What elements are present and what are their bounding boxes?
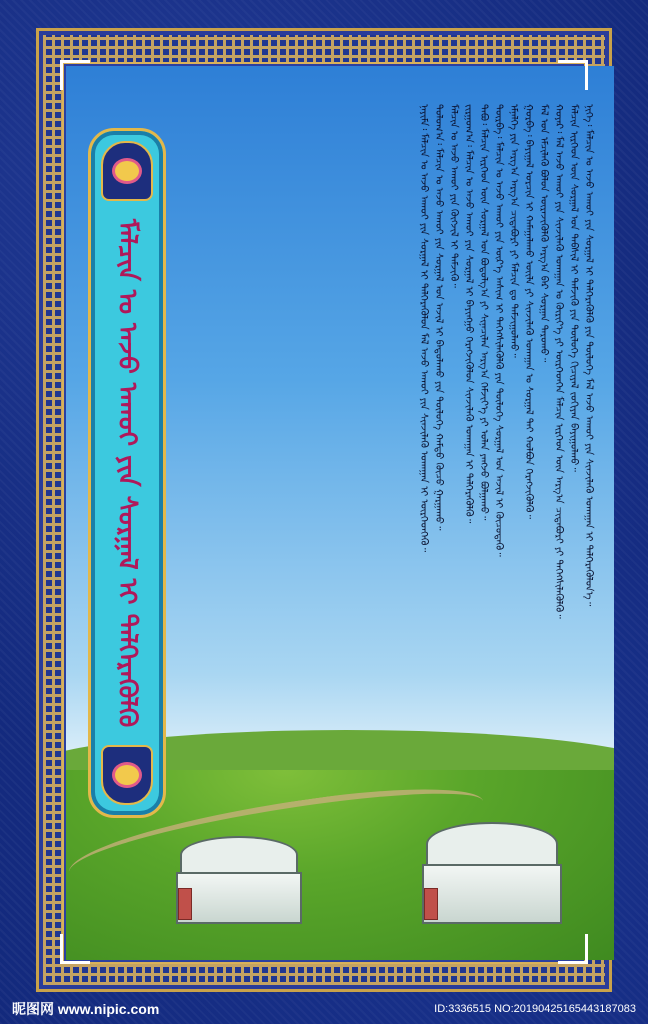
text-column: ᠨᠠᠶᠢᠮᠠ᠄ ᠮᠠᠯᠴᠢᠨ ᠤ ᠠᠵᠤ ᠠᠬᠤᠢ ᠶᠢᠨ ᠰᠤᠷᠭᠠᠯ ᠢ ᠳᠡᠯᠭᠡᠷᠡᠭᠦᠯᠦᠨ ᠮᠠᠯ ᠠᠵᠤ ᠠᠬᠤᠢ ᠶᠢᠨ ᠰᠢᠨᠵᠢᠯᠡᠬᠦ ᠤᠬᠠᠭᠠᠨ ᠢ ᠦᠷᠭᠡᠳᠬᠡᠬᠦ᠃ (418, 104, 429, 553)
text-column: ᠨᠢᠭᠡ᠄ ᠮᠠᠯᠴᠢᠨ ᠤ ᠠᠵᠤ ᠠᠬᠤᠢ ᠶᠢᠨ ᠰᠤᠷᠭᠠᠯ ᠢ ᠳᠡᠯᠭᠡᠷᠡᠭᠦᠯᠬᠦ ᠶᠢᠨ ᠲᠦᠯᠦᠭᠡ ᠮᠠᠯ ᠠᠵᠤ ᠠᠬᠤᠢ ᠶᠢᠨ ᠰᠢᠨᠵᠢᠯᠡᠬᠦ ᠤᠬᠠᠭᠠᠨ ᠢ ᠳᠡᠯᠭᠡᠷᠡᠭᠦᠯᠦᠨ᠎ᠡ᠃ (583, 104, 594, 607)
text-column: ᠮᠠᠯᠴᠢᠨ ᠢᠷᠭᠡᠳ ᠦᠨ ᠰᠤᠷᠭᠠᠯ ᠤᠨ ᠳᠡᠪᠰᠢᠯ ᠢ ᠳᠡᠮᠵᠢᠬᠦ ᠶᠢᠨ ᠲᠦᠯᠦᠭᠡ ᠬᠢᠴᠢᠶᠡᠯ ᠵᠤᠬᠢᠶᠠᠨ ᠪᠠᠶᠢᠭᠤᠯᠬᠤ᠃ (568, 104, 579, 472)
text-column: ᠮᠠᠯᠴᠢᠨ ᠤ ᠠᠵᠤ ᠠᠬᠤᠢ ᠶᠢᠨ ᠬᠦᠭᠵᠢᠯ ᠢ ᠳᠡᠮᠵᠢᠬᠦ᠃ (448, 104, 459, 288)
text-column: ᠭᠤᠷᠪᠠ᠄ ᠪᠠᠶᠢᠭᠠᠯ ᠣᠷᠴᠢᠨ ᠢ ᠬᠠᠮᠠᠭᠠᠯᠠᠬᠤ ᠦᠢᠯᠡ ᠶᠢ ᠰᠢᠨᠵᠢᠯᠡᠬᠦ ᠤᠬᠠᠭᠠᠨ ᠤ ᠰᠤᠷᠭᠠᠯ ᠲᠠᠢ ᠬᠣᠯᠪᠤᠨ ᠬᠡᠷᠡᠭᠵᠢᠭᠦᠯᠬᠦ᠃ (523, 104, 534, 519)
corner-ornament-top-right (558, 60, 588, 90)
text-column: ᠬᠣᠶᠠᠷ᠄ ᠮᠠᠯ ᠠᠵᠤ ᠠᠬᠤᠢ ᠶᠢᠨ ᠰᠢᠨᠵᠢᠯᠡᠬᠦ ᠤᠬᠠᠭᠠᠨ ᠤ ᠬᠦᠷᠢᠶ᠎ᠡ ᠶᠢ ᠦᠷᠭᠡᠳᠬᠡᠨ ᠮᠠᠯᠴᠢᠨ ᠢᠷᠭᠡᠳ ᠦᠨ ᠠᠷᠭ᠎ᠠ ᠴᠢᠳᠠᠪᠤᠷᠢ ᠶᠢ ᠳᠡᠭᠡᠭᠰᠢᠯᠡᠭᠦᠯᠬᠦ᠃ (553, 104, 564, 619)
yurt-roof-right (426, 822, 558, 866)
text-column: ᠲᠠᠪᠤ᠄ ᠮᠠᠯᠴᠢᠨ ᠢᠷᠭᠡᠳ ᠦᠨ ᠰᠤᠷᠭᠠᠯ ᠤᠨ ᠪᠤᠳᠤᠯᠭ᠎ᠠ ᠶᠢ ᠰᠢᠨᠡᠴᠢᠯᠡᠨ ᠠᠷᠭ᠎ᠠ ᠬᠡᠮᠵᠢᠶ᠎ᠡ ᠶᠢ ᠣᠯᠠᠨ ᠶᠠᠩᠵᠤ ᠪᠣᠯᠭᠠᠬᠤ᠃ (478, 104, 489, 521)
text-column: ᠮᠠᠯ ᠤᠨ ᠡᠮᠴᠢᠯᠡᠬᠦ ᠪᠤᠯᠤᠨ ᠦᠷᠡᠵᠢᠭᠦᠯᠬᠦ ᠠᠷᠭ᠎ᠠ ᠪᠠᠷ ᠰᠤᠷᠭᠠᠨ ᠳᠠᠷᠤᠬᠤ᠃ (538, 104, 549, 363)
corner-ornament-top-left (60, 60, 90, 90)
text-column: ᠵᠢᠷᠭᠤᠭ᠎ᠠ᠄ ᠮᠠᠯᠴᠢᠨ ᠤ ᠠᠵᠤ ᠠᠬᠤᠢ ᠶᠢᠨ ᠰᠤᠷᠭᠠᠯ ᠢ ᠪᠠᠶᠢᠩᠭᠤ ᠬᠡᠷᠡᠭᠵᠢᠭᠦᠯᠦᠨ ᠰᠢᠨᠵᠢᠯᠡᠬᠦ ᠤᠬᠠᠭᠠᠨ ᠢ ᠳᠡᠯᠭᠡᠷᠡᠭᠦᠯᠬᠦ᠃ (463, 104, 474, 524)
yurt-right (422, 864, 562, 924)
banner-cap-bottom-icon (101, 745, 153, 805)
yurt-roof-left (180, 836, 298, 874)
text-column: ᠡᠮᠨᠡᠯᠭᠡ ᠶᠢᠨ ᠠᠷᠭ᠎ᠠ ᠠᠷᠭ᠎ᠠ ᠴᠢᠳᠠᠪᠤᠷᠢ ᠶᠢ ᠮᠠᠯᠴᠢᠨ ᠳᠤ ᠳᠠᠮᠵᠢᠭᠤᠯᠬᠤ᠃ (508, 104, 519, 358)
body-text (176, 104, 596, 744)
title-banner (88, 128, 166, 818)
corner-ornament-bottom-right (558, 934, 588, 964)
corner-ornament-bottom-left (60, 934, 90, 964)
watermark-id: ID:3336515 NO:20190425165443187083 (434, 1003, 636, 1015)
watermark-bar (0, 994, 648, 1024)
watermark-logo: 昵图网 www.nipic.com (12, 1001, 160, 1017)
text-column: ᠳᠣᠯᠤᠭ᠎ᠠ᠄ ᠮᠠᠯᠴᠢᠨ ᠤ ᠠᠵᠤ ᠠᠬᠤᠢ ᠶᠢᠨ ᠰᠤᠷᠭᠠᠯ ᠤᠨ ᠠᠵᠢᠯ ᠢ ᠪᠠᠲᠤᠯᠠᠬᠤ ᠶᠢᠨ ᠲᠦᠯᠦᠭᠡ ᠬᠠᠮᠲᠤ ᠬᠦᠴᠦ ᠭᠠᠷᠭᠠᠬᠤ᠃ (433, 104, 444, 531)
yurt-door-left (178, 888, 192, 920)
banner-cap-top-icon (101, 141, 153, 201)
text-column: ᠳᠦᠷᠪᠡ᠄ ᠮᠠᠯᠴᠢᠨ ᠤ ᠠᠵᠤ ᠠᠬᠤᠢ ᠶᠢᠨ ᠦᠷ᠎ᠡ ᠠᠰᠢᠭ ᠢ ᠳᠡᠭᠡᠭᠰᠢᠯᠡᠭᠦᠯᠬᠦ ᠶᠢᠨ ᠲᠦᠯᠦᠭᠡ ᠰᠤᠷᠭᠠᠯ ᠤᠨ ᠠᠵᠢᠯ ᠢ ᠬᠦᠴᠦᠳᠡᠬᠦ᠃ (493, 104, 504, 557)
banner-title: ᠮᠠᠯᠴᠢᠨ ᠤ ᠠᠵᠤ ᠠᠬᠤᠢ ᠶᠢᠨ ᠰᠤᠷᠭᠠᠯ ᠢ ᠳᠡᠯᠭᠡᠷᠡᠭᠦᠯᠬᠦ (112, 218, 142, 728)
yurt-door-right (424, 888, 438, 920)
yurt-left (176, 872, 302, 924)
